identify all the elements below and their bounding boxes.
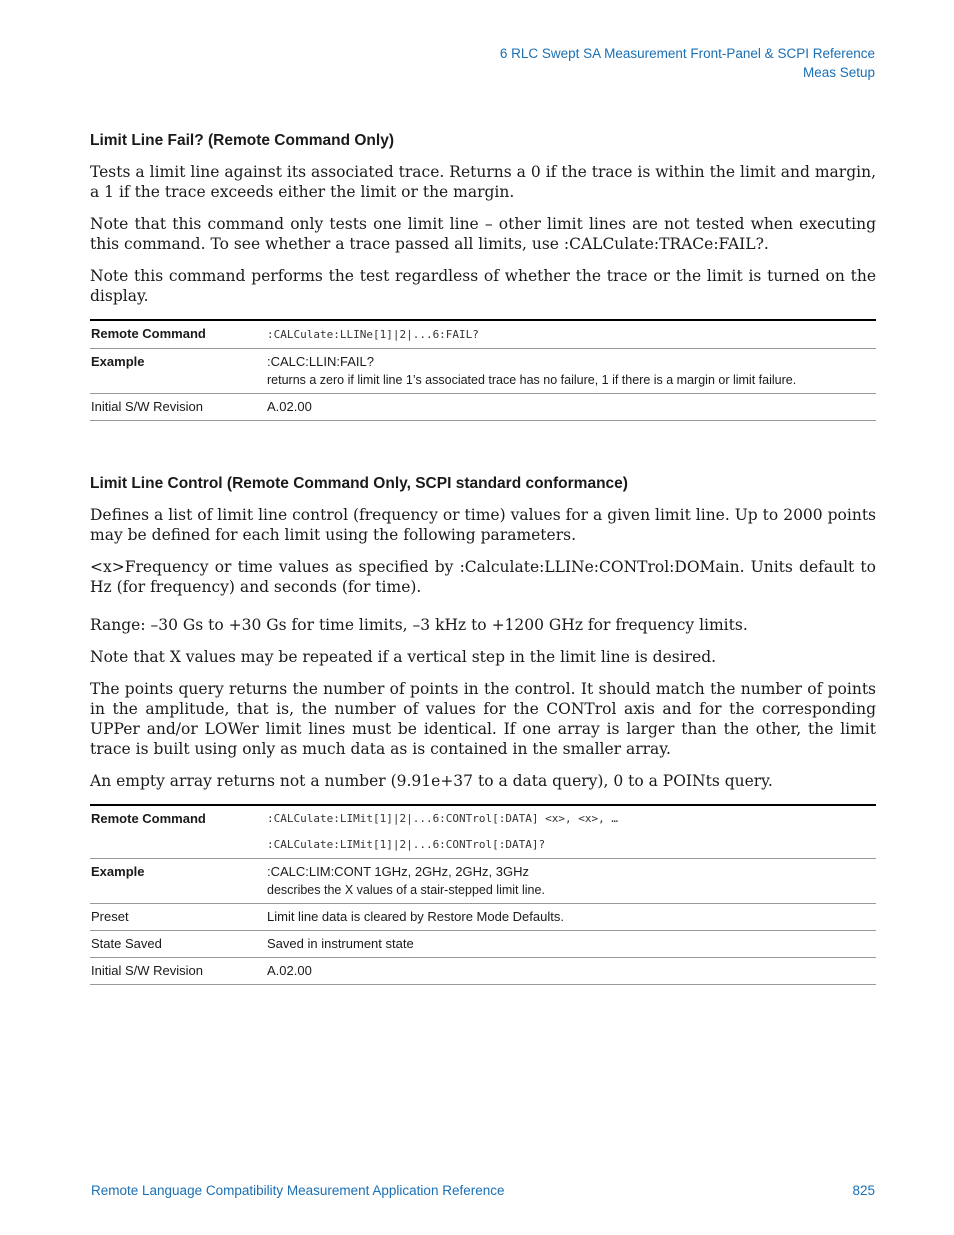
paragraph: Defines a list of limit line control (frequency or time) values for a given limit line. Up to 2000 points may be defined for each limit using the following parameters. xyxy=(90,506,876,544)
example-command: :CALC:LIM:CONT 1GHz, 2GHz, 2GHz, 3GHz xyxy=(267,864,529,879)
remote-command-set: :CALCulate:LIMit[1]|2|...6:CONTrol[:DATA] <x>, <x>, … xyxy=(267,812,618,825)
revision-value: A.02.00 xyxy=(266,394,876,421)
remote-command-value xyxy=(266,805,876,859)
page-header xyxy=(500,44,875,82)
example-description: describes the X values of a stair-stepped limit line. xyxy=(267,883,545,897)
main-content xyxy=(90,132,876,985)
command-table-fail xyxy=(90,319,876,421)
revision-label: Initial S/W Revision xyxy=(90,394,266,421)
state-saved-value: Saved in instrument state xyxy=(266,931,876,958)
remote-command-value: :CALCulate:LLINe[1]|2|...6:FAIL? xyxy=(266,320,876,349)
example-value xyxy=(266,859,876,904)
footer-title: Remote Language Compatibility Measurement Application Reference xyxy=(91,1183,505,1198)
example-description: returns a zero if limit line 1’s associated trace has no failure, 1 if there is a margin or limit failure. xyxy=(267,373,797,387)
table-row xyxy=(90,931,876,958)
table-row xyxy=(90,904,876,931)
example-value xyxy=(266,349,876,394)
example-label: Example xyxy=(90,859,266,904)
remote-command-label: Remote Command xyxy=(90,320,266,349)
remote-command-label: Remote Command xyxy=(90,805,266,859)
preset-value: Limit line data is cleared by Restore Mode Defaults. xyxy=(266,904,876,931)
table-row xyxy=(90,394,876,421)
table-row xyxy=(90,320,876,349)
remote-command-query: :CALCulate:LIMit[1]|2|...6:CONTrol[:DATA]? xyxy=(267,838,546,851)
header-section: Meas Setup xyxy=(802,65,875,80)
state-saved-label: State Saved xyxy=(90,931,266,958)
table-row xyxy=(90,958,876,985)
paragraph: Note that this command only tests one limit line – other limit lines are not tested when executing this command. To see whether a trace passed all limits, use :CALCulate:TRACe:FAIL?. xyxy=(90,215,876,253)
table-row xyxy=(90,859,876,904)
page-number: 825 xyxy=(852,1183,875,1198)
table-row xyxy=(90,805,876,859)
paragraph: Tests a limit line against its associated trace. Returns a 0 if the trace is within the limit and margin, a 1 if the trace exceeds either the limit or the margin. xyxy=(90,163,876,201)
example-command: :CALC:LLIN:FAIL? xyxy=(267,354,374,369)
paragraph: <x>Frequency or time values as specified by :Calculate:LLINe:CONTrol:DOMain. Units default to Hz (for frequency) and seconds (for time). xyxy=(90,558,876,596)
example-label: Example xyxy=(90,349,266,394)
paragraph: Note that X values may be repeated if a vertical step in the limit line is desired. xyxy=(90,648,717,666)
paragraph: Note this command performs the test regardless of whether the trace or the limit is turned on the display. xyxy=(90,267,876,305)
paragraph: An empty array returns not a number (9.91e+37 to a data query), 0 to a POINts query. xyxy=(90,772,773,790)
revision-value: A.02.00 xyxy=(266,958,876,985)
section-title-limit-line-control: Limit Line Control (Remote Command Only, SCPI standard conformance) xyxy=(90,475,628,492)
header-chapter: 6 RLC Swept SA Measurement Front-Panel & SCPI Reference xyxy=(499,46,875,61)
table-row xyxy=(90,349,876,394)
page-footer xyxy=(91,1183,875,1198)
revision-label: Initial S/W Revision xyxy=(90,958,266,985)
preset-label: Preset xyxy=(90,904,266,931)
paragraph: The points query returns the number of points in the control. It should match the number of points in the amplitude, that is, the number of values for the CONTrol axis and for the corresponding UPPer and/or LOWer limit lines must be identical. If one array is larger than the other, the limit trace is built using only as much data as is contained in the smaller array. xyxy=(90,680,876,758)
section-title-limit-line-fail: Limit Line Fail? (Remote Command Only) xyxy=(90,132,394,149)
command-table-control xyxy=(90,804,876,985)
paragraph: Range: –30 Gs to +30 Gs for time limits, –3 kHz to +1200 GHz for frequency limits. xyxy=(90,616,748,634)
